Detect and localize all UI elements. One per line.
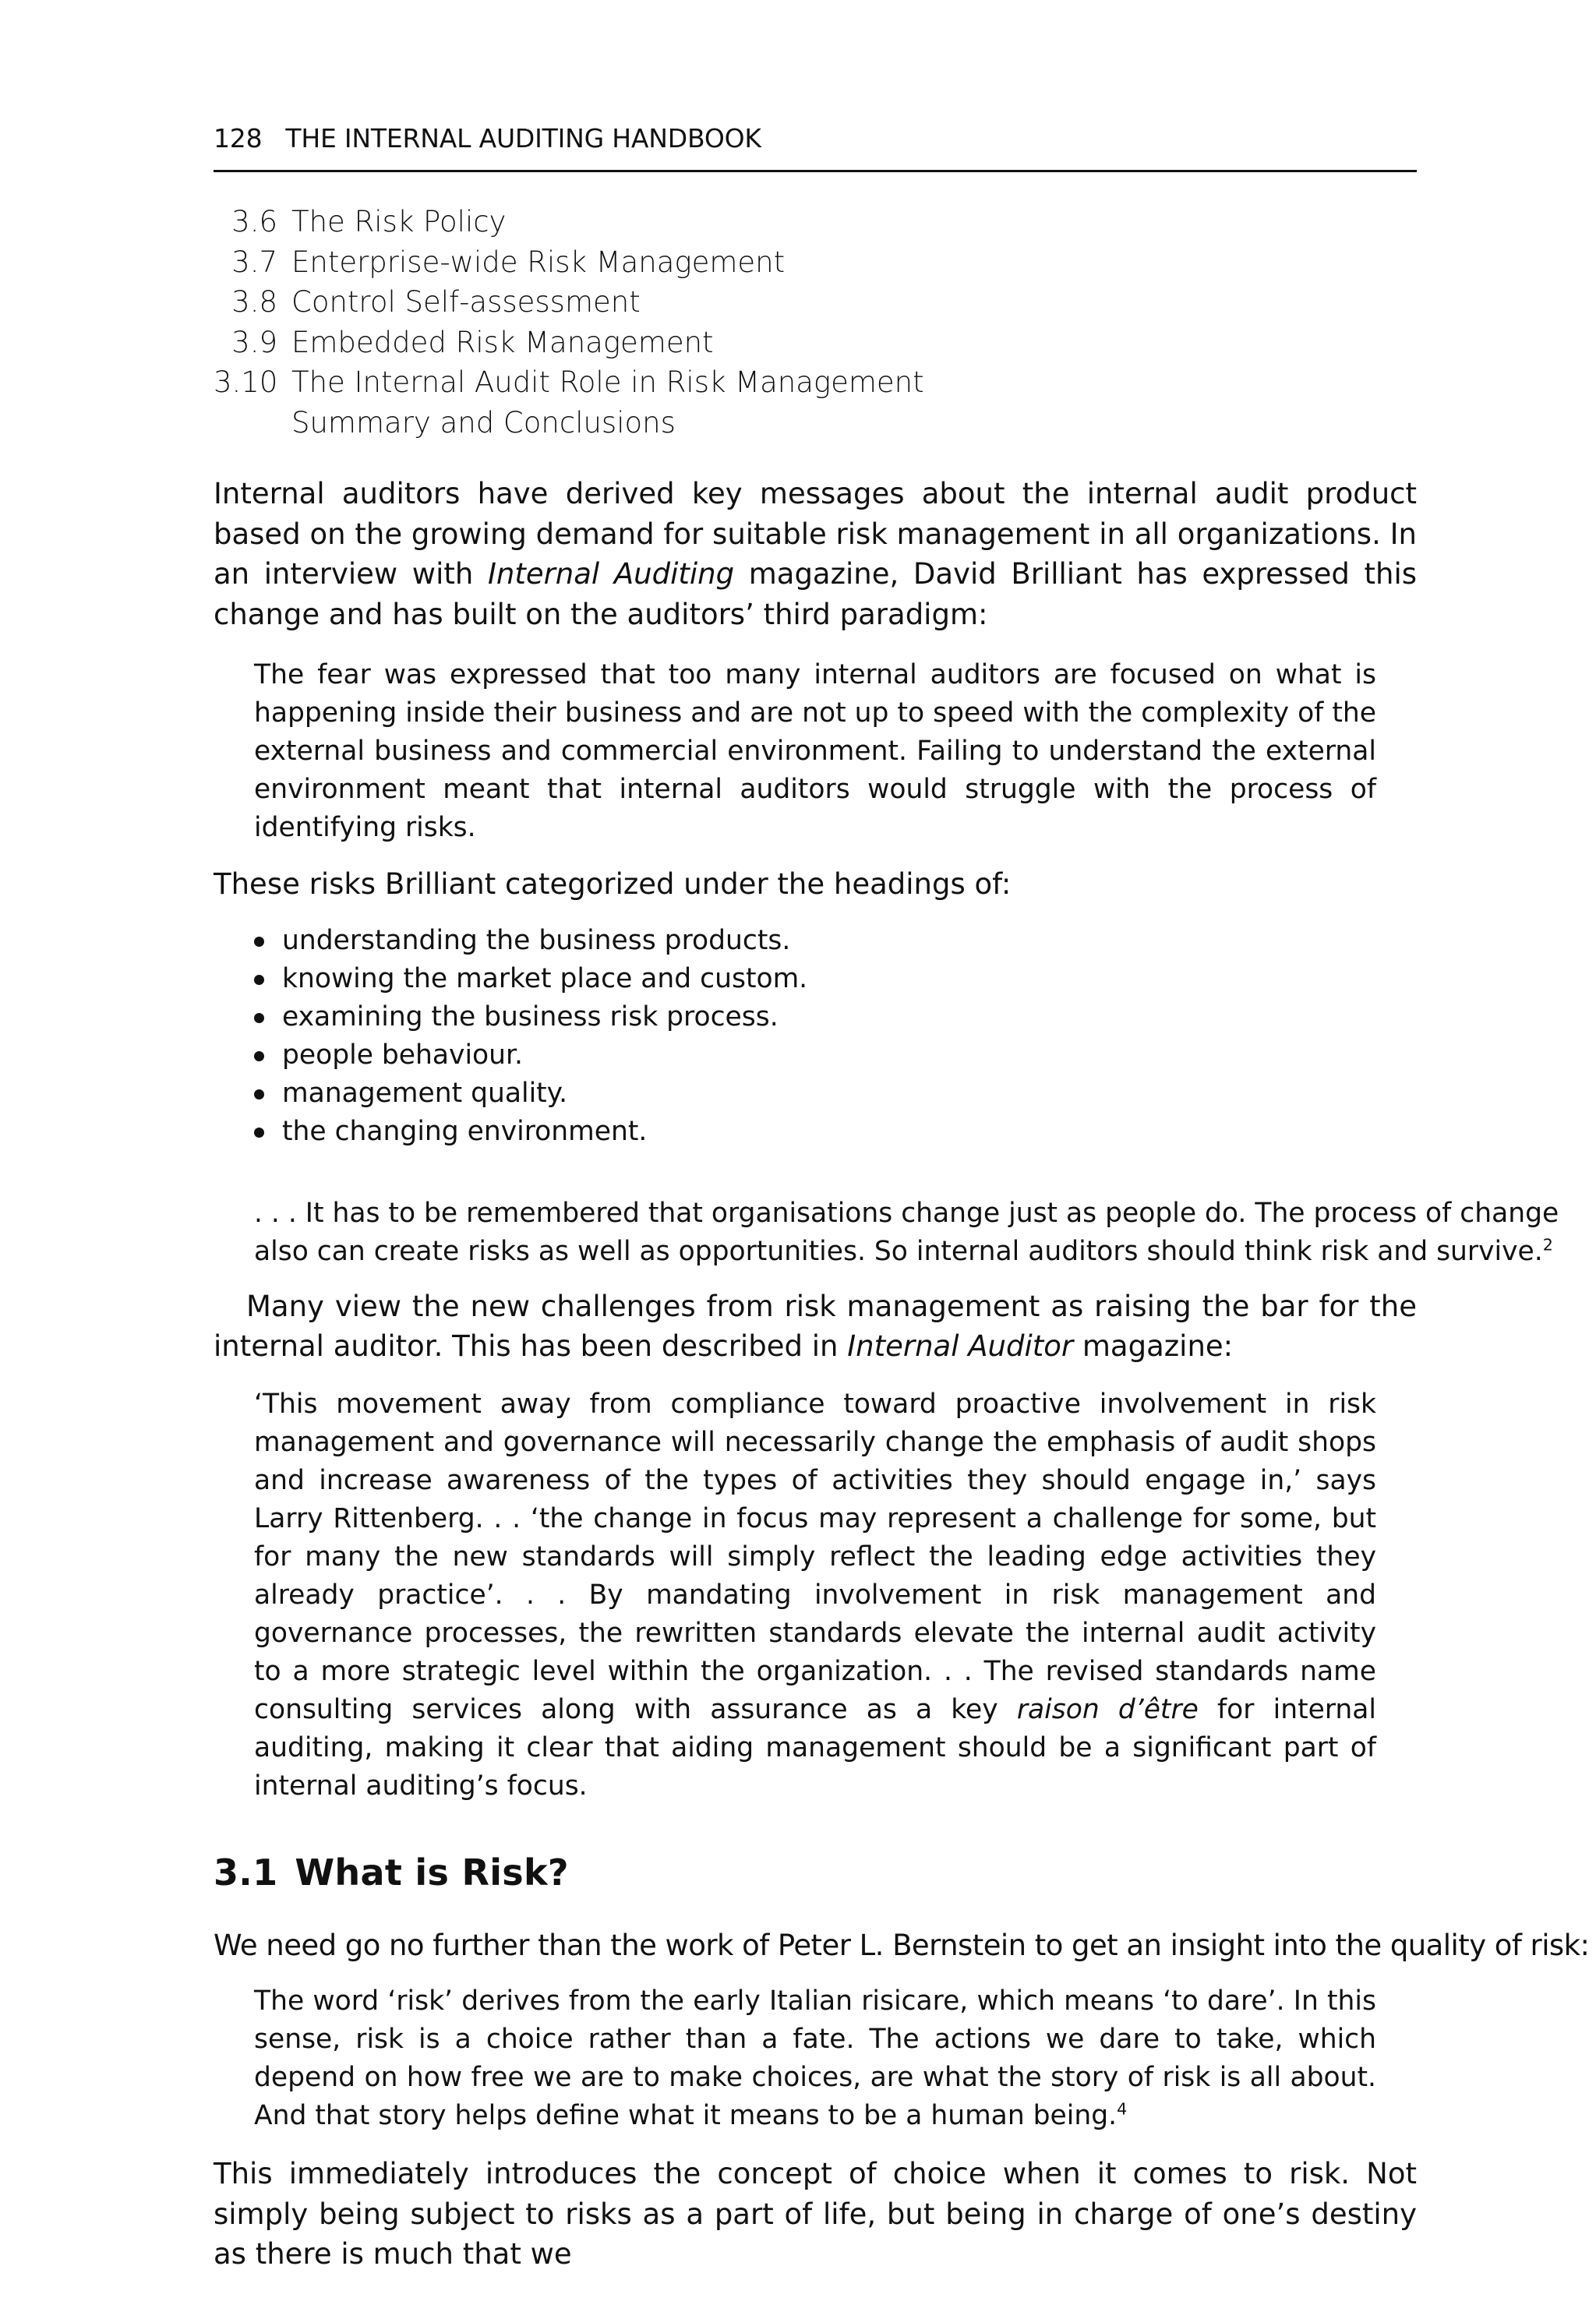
brilliant-quote: The fear was expressed that too many internal auditors are focused on what is happening inside their business and are not up to speed with the complexity of the external business and commercial environment. Failing to understand the external environment meant that internal auditors would struggle with the process of identifying risks. <box>254 659 1376 843</box>
intro-paragraph <box>214 474 1417 634</box>
chapter-contents-list <box>214 202 1417 443</box>
paragraph-text-end: magazine: <box>1073 1329 1234 1363</box>
toc-entry-number: 3.9 <box>231 325 277 359</box>
book-page <box>214 117 1590 2275</box>
toc-entry-title: The Risk Policy <box>291 205 507 238</box>
toc-entry-title: The Internal Audit Role in Risk Management <box>291 365 924 399</box>
toc-entry-number: 3.10 <box>214 365 278 399</box>
list-item: examining the business risk process. <box>214 998 1417 1036</box>
bernstein-quote <box>254 1982 1376 2135</box>
toc-entry-number: 3.8 <box>231 285 277 319</box>
toc-entry <box>214 282 1417 323</box>
risk-headings-list <box>214 922 1417 1151</box>
paragraph-text: Many view the new challenges from risk management as raising the bar for the internal auditor. This has been described in <box>214 1289 1417 1363</box>
intro-text: Internal auditors have derived key messages about the internal audit product based on the growing demand for suitable risk management in all organizations. In an interview with <box>214 477 1417 591</box>
quote-text: The word ‘risk’ derives from the early Italian risicare, which means ‘to dare’. In this sense, risk is a choice rather than a fate. The actions we dare to take, which depend on how free we are to make choices, are what the story of risk is all about. And that story helps define what it means to be a human being. <box>254 1985 1376 2132</box>
toc-entry-title: Control Self-assessment <box>291 285 641 319</box>
toc-entry <box>214 202 1417 242</box>
quote-line-text: also can create risks as well as opportunities. So internal auditors should think risk and survive. <box>254 1235 1543 1267</box>
quote-text: ‘This movement away from compliance toward proactive involvement in risk management and governance will necessarily change the emphasis of audit shops and increase awareness of the types of activities they should engage in,’ says Larry Rittenberg. . . ‘the change in focus may represent a challenge for some, but for many the new standards will simply reflect the leading edge activities they already practice’. . . By mandating involvement in risk management and governance processes, the rewritten standards elevate the internal audit activity to a more strategic level within the organization. . . The revised standards name consulting services along with assurance as a key <box>254 1388 1376 1725</box>
toc-entry-number <box>214 403 291 443</box>
rittenberg-quote <box>254 1385 1376 1805</box>
magazine-title: Internal Auditing <box>487 557 735 591</box>
headings-intro: These risks Brilliant categorized under the headings of: <box>214 867 1012 901</box>
section-number: 3.1 <box>214 1851 278 1894</box>
toc-entry <box>214 323 1417 363</box>
magazine-title: Internal Auditor <box>847 1329 1074 1363</box>
list-item: knowing the market place and custom. <box>214 960 1417 998</box>
toc-entry <box>214 403 1417 443</box>
italic-phrase: raison d’être <box>1016 1693 1199 1725</box>
toc-entry-title: Embedded Risk Management <box>291 325 714 359</box>
page-number: 128 <box>214 123 263 154</box>
closing-paragraph: This immediately introduces the concept of choice when it comes to risk. Not simply being subject to risks as a part of life, but being in charge of one’s destiny as there is much that we <box>214 2157 1417 2271</box>
list-item: the changing environment. <box>214 1113 1417 1151</box>
intro-text-end: magazine, David Brilliant has expressed this change and has built on the auditors’ third paradigm: <box>214 557 1418 631</box>
toc-entry-title: Enterprise-wide Risk Management <box>291 245 786 279</box>
book-title: THE INTERNAL AUDITING HANDBOOK <box>285 123 761 154</box>
running-head <box>214 117 1417 172</box>
section-heading <box>214 1849 1417 1896</box>
list-item: people behaviour. <box>214 1036 1417 1075</box>
list-item: understanding the business products. <box>214 922 1417 960</box>
toc-entry-title: Summary and Conclusions <box>291 405 676 439</box>
quote-text-end: for internal auditing, making it clear that aiding management should be a significant part of internal auditing’s focus. <box>254 1693 1376 1802</box>
toc-entry <box>214 362 1417 403</box>
toc-entry <box>214 242 1417 283</box>
quote-line: . . . It has to be remembered that organisations change just as people do. The process of change <box>254 1197 1559 1229</box>
footnote-marker: 4 <box>1117 2099 1128 2119</box>
toc-entry-number: 3.6 <box>231 205 277 238</box>
toc-entry-number: 3.7 <box>231 245 277 279</box>
bernstein-intro: We need go no further than the work of Peter L. Bernstein to get an insight into the quality of risk: <box>214 1928 1590 1962</box>
list-item: management quality. <box>214 1075 1417 1113</box>
quote-line <box>254 1233 1553 1271</box>
raising-bar-paragraph <box>214 1287 1417 1367</box>
footnote-marker: 2 <box>1542 1235 1553 1254</box>
brilliant-quote-continued <box>254 1195 1559 1271</box>
section-title: What is Risk? <box>295 1851 569 1894</box>
